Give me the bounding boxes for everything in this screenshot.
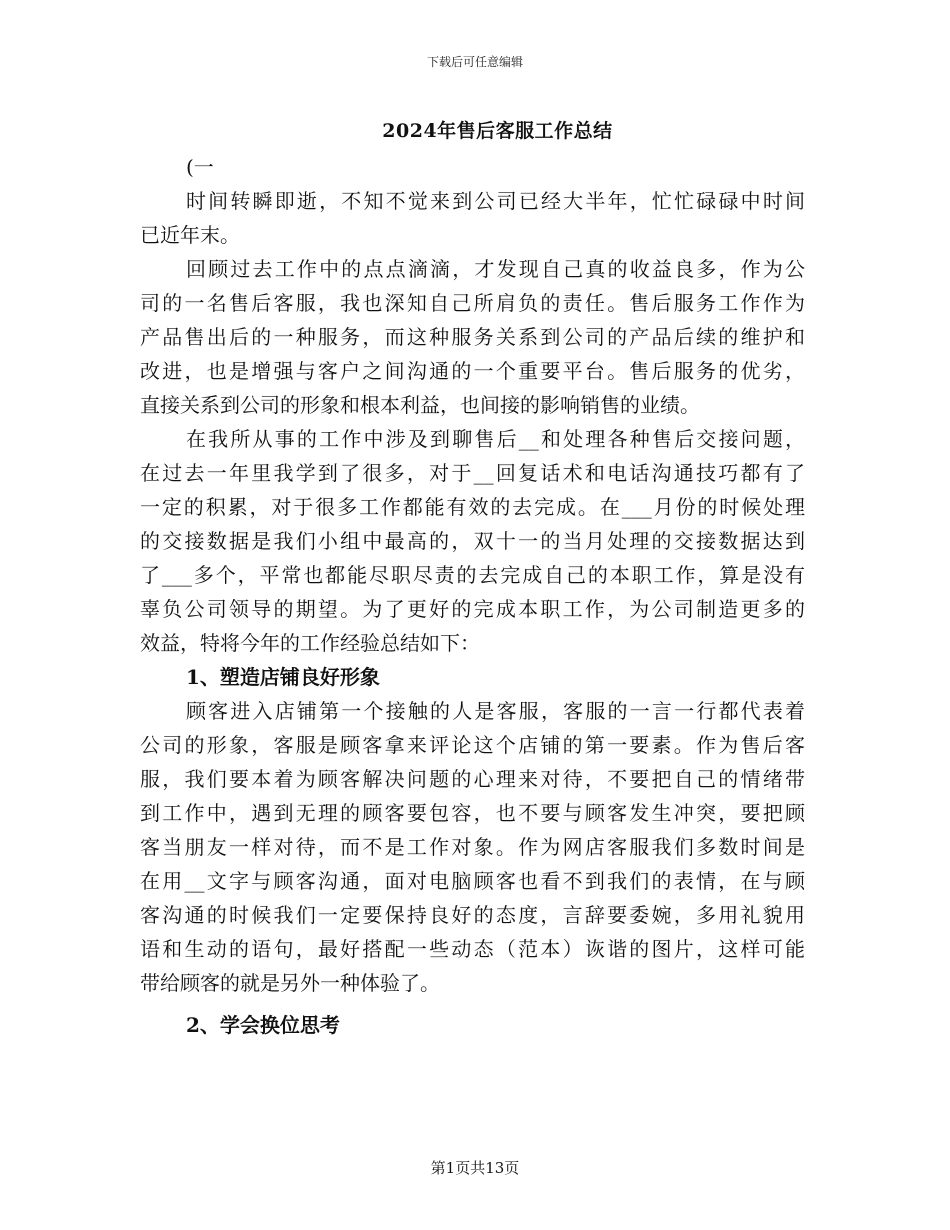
paragraph-line: 时间转瞬即逝，不知不觉来到公司已经大半年，忙忙碌碌中时间 bbox=[186, 189, 805, 213]
header-note: 下载后可任意编辑 bbox=[426, 55, 523, 69]
paragraph-line: 已近年末。 bbox=[140, 223, 240, 247]
paragraph-line: 一定的积累，对于很多工作都能有效的去完成。在___月份的时候处理 bbox=[140, 495, 805, 519]
document-body bbox=[140, 150, 805, 1042]
paragraph-line: 在我所从事的工作中涉及到聊售后__和处理各种售后交接问题， bbox=[186, 427, 805, 451]
paragraph-line: 的交接数据是我们小组中最高的，双十一的当月处理的交接数据达到 bbox=[140, 529, 805, 553]
paragraph-line: 服，我们要本着为顾客解决问题的心理来对待，不要把自己的情绪带 bbox=[140, 767, 805, 791]
paragraph-line: 顾客进入店铺第一个接触的人是客服，客服的一言一行都代表着 bbox=[186, 699, 805, 723]
section-heading: 2、学会换位思考 bbox=[186, 1013, 340, 1037]
section-heading: 1、塑造店铺良好形象 bbox=[186, 665, 380, 689]
paragraph-line: 在过去一年里我学到了很多，对于__回复话术和电话沟通技巧都有了 bbox=[140, 461, 805, 485]
paragraph-line: 带给顾客的就是另外一种体验了。 bbox=[140, 971, 440, 995]
page-title: 2024年售后客服工作总结 bbox=[382, 120, 613, 142]
paragraph-line: 效益，特将今年的工作经验总结如下： bbox=[140, 631, 480, 655]
paragraph-line: 了___多个，平常也都能尽职尽责的去完成自己的本职工作，算是没有 bbox=[140, 563, 805, 587]
paragraph-line: 直接关系到公司的形象和根本利益，也间接的影响销售的业绩。 bbox=[140, 393, 700, 417]
paragraph-line: 语和生动的语句，最好搭配一些动态（范本）诙谐的图片，这样可能 bbox=[140, 937, 805, 961]
paragraph-line: 改进，也是增强与客户之间沟通的一个重要平台。售后服务的优劣， bbox=[140, 359, 805, 383]
paragraph-line: 回顾过去工作中的点点滴滴，才发现自己真的收益良多，作为公 bbox=[186, 257, 805, 281]
paragraph-line: 客沟通的时候我们一定要保持良好的态度，言辞要委婉，多用礼貌用 bbox=[140, 903, 805, 927]
paragraph-line: 在用__文字与顾客沟通，面对电脑顾客也看不到我们的表情，在与顾 bbox=[140, 869, 805, 893]
paragraph-line: 客当朋友一样对待，而不是工作对象。作为网店客服我们多数时间是 bbox=[140, 835, 805, 859]
page-footer: 第1页共13页 bbox=[430, 1159, 520, 1177]
paragraph-line: 辜负公司领导的期望。为了更好的完成本职工作，为公司制造更多的 bbox=[140, 597, 805, 621]
paragraph-line: 产品售出后的一种服务，而这种服务关系到公司的产品后续的维护和 bbox=[140, 325, 805, 349]
paragraph-line: 到工作中，遇到无理的顾客要包容，也不要与顾客发生冲突，要把顾 bbox=[140, 801, 805, 825]
paragraph-line: 司的一名售后客服，我也深知自己所肩负的责任。售后服务工作作为 bbox=[140, 291, 805, 315]
paragraph-line: 公司的形象，客服是顾客拿来评论这个店铺的第一要素。作为售后客 bbox=[140, 733, 805, 757]
section-marker: (一 bbox=[186, 155, 214, 179]
